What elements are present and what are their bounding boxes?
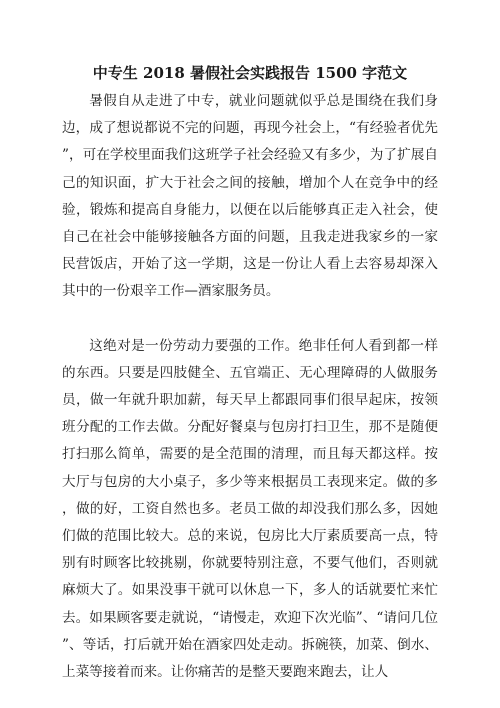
document-title: 中专生 2018 暑假社会实践报告 1500 字范文 <box>92 64 408 82</box>
paragraph-2: 这绝对是一份劳动力要强的工作。绝非任何人看到都一样的东西。只要是四肢健全、五官端正、无心理障碍的人做服务员，做一年就升职加薪，每天早上都跟同事们很早起床，按领班分配的工作去做。分配好餐桌与包房打扫卫生，那不是随便打扫那么简单，需要的是全范围的清理，而且每天都这样。按大厅与包房的大小桌子，多少等来根据员工表现来定。做的多，做的好，工资自然也多。老员工做的却没我们那么多，因她们做的范围比较大。总的来说，包房比大厅素质要高一点，特别有时顾客比较挑剔，你就要特别注意，不要气他们，否则就麻烦大了。如果没事干就可以休息一下，多人的话就要忙来忙去。如果顾客要走就说，“请慢走，欢迎下次光临”、“请问几位”、等话，打后就开始在酒家四处走动。拆碗筷，加菜、倒水、上菜等接着而来。让你痛苦的是整天要跑来跑去，让人 <box>62 337 438 681</box>
paragraph-1: 暑假自从走进了中专，就业问题就似乎总是围绕在我们身边，成了想说都说不完的问题，再现今社会上，“有经验者优先”，可在学校里面我们这班学子社会经验又有多少，为了扩展自己的知识面，扩大于社会之间的接触，增加个人在竞争中的经验，锻炼和提高自身能力，以便在以后能够真正走入社会，使自己在社会中能够接触各方面的问题，且我走进我家乡的一家民营饭店，开始了这一学期，这是一份让人看上去容易却深入其中的一份艰辛工作—酒家服务员。 <box>62 93 438 300</box>
paragraph-spacer <box>62 306 438 333</box>
document-body <box>62 88 438 686</box>
